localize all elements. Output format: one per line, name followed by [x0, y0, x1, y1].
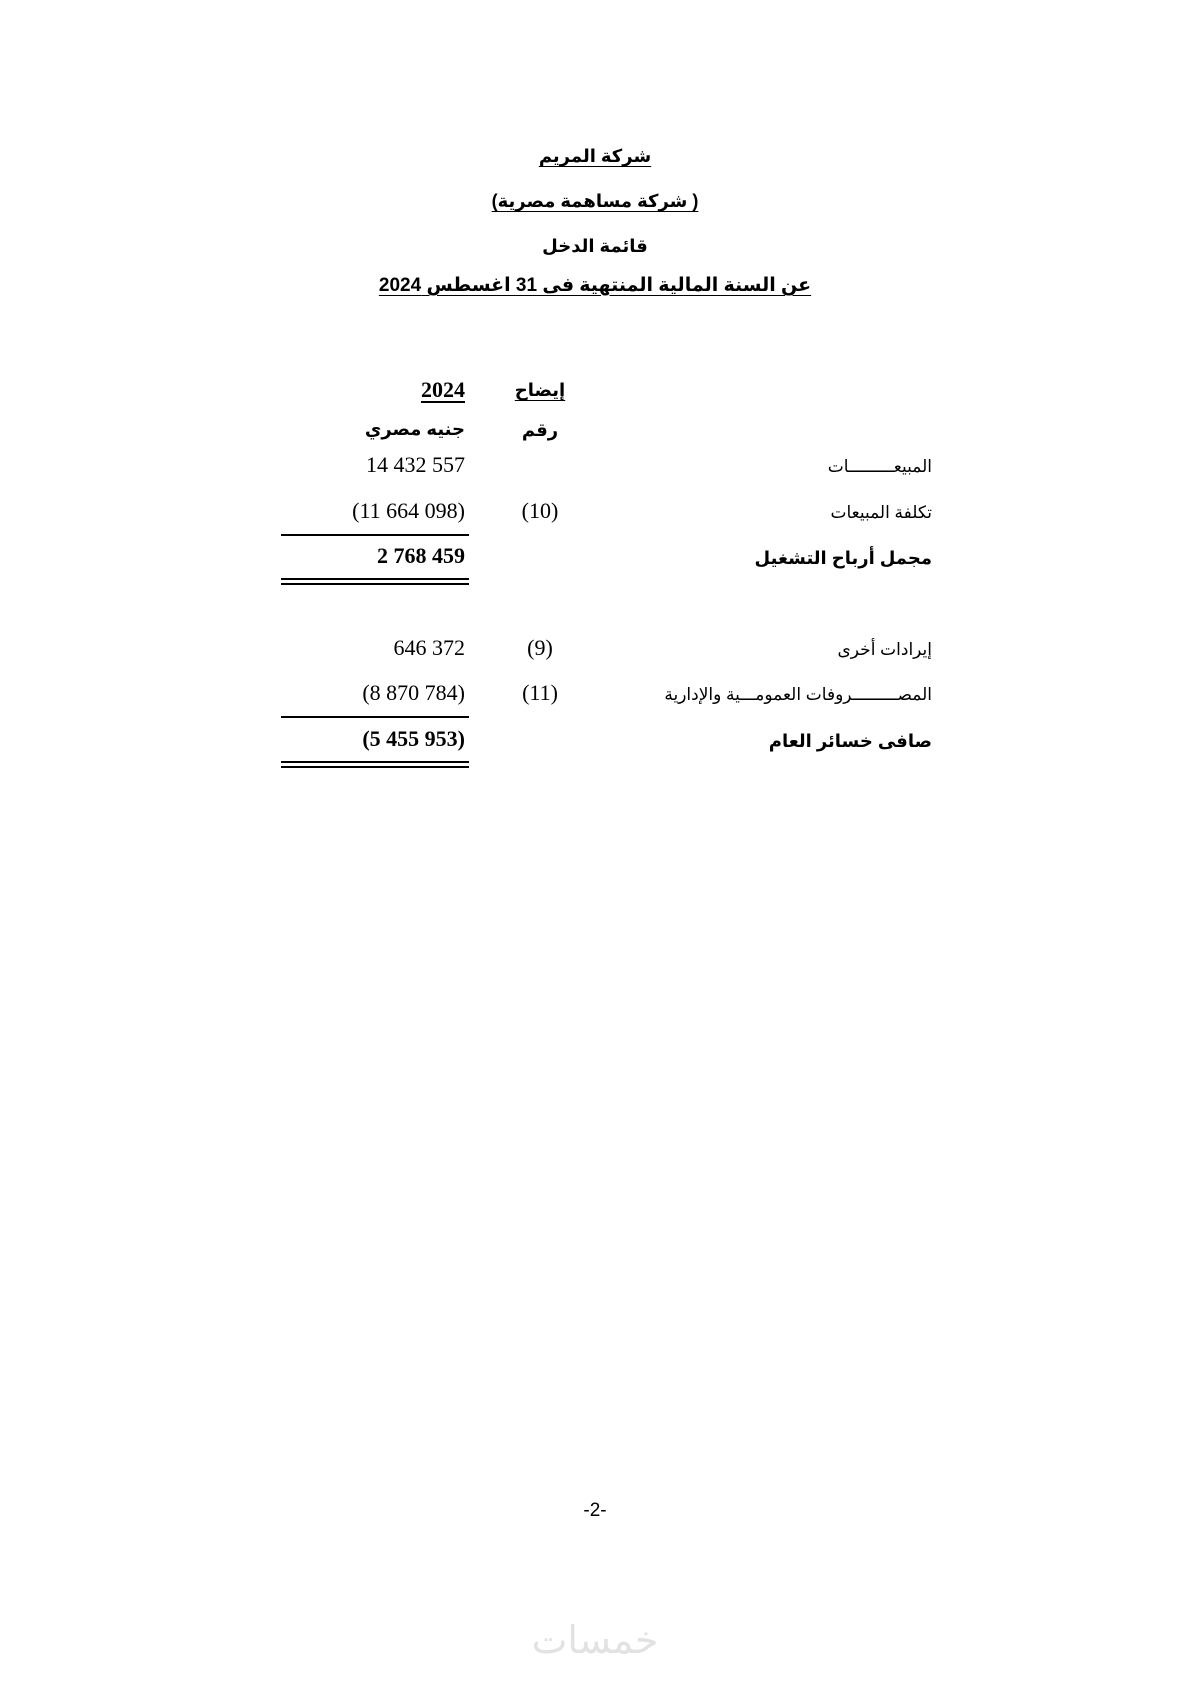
row-amount-sales: 14 432 557 — [366, 452, 465, 477]
row-amount-other-revenues: 646 372 — [393, 635, 465, 660]
row-amount-cost-of-sales: (11 664 098) — [352, 498, 465, 523]
company-name: شركة المريم — [538, 146, 652, 166]
subtotal-rule — [281, 716, 469, 718]
row-note-cost-of-sales: (10) — [521, 498, 559, 523]
row-note-other-revenues: (9) — [527, 635, 553, 660]
year-column-header: 2024 — [421, 377, 465, 402]
note-column-subheader: رقم — [521, 420, 559, 440]
watermark-logo: خمسات — [531, 1618, 659, 1662]
row-label-gross-profit: مجمل أرباح التشغيل — [754, 548, 932, 568]
row-amount-general-admin-expenses: (8 870 784) — [362, 680, 465, 705]
currency-column-header: جنيه مصري — [364, 419, 465, 439]
total-double-rule — [281, 761, 469, 768]
note-column-header: إيضاح — [514, 380, 566, 400]
row-amount-net-loss: (5 455 953) — [362, 726, 465, 751]
subtotal-rule — [281, 534, 469, 536]
page-number: -2- — [583, 1500, 607, 1521]
row-note-general-admin-expenses: (11) — [522, 680, 558, 705]
row-label-general-admin-expenses: المصـــــــــروفات العمومـــية والإدارية — [664, 685, 932, 704]
row-label-sales: المبيعـــــــــات — [827, 457, 932, 476]
row-label-other-revenues: إيرادات أخرى — [837, 640, 932, 659]
row-label-cost-of-sales: تكلفة المبيعات — [830, 503, 932, 522]
total-double-rule — [281, 578, 469, 585]
company-type: ( شركة مساهمة مصرية) — [491, 191, 699, 211]
statement-title: قائمة الدخل — [542, 236, 648, 256]
row-label-net-loss: صافى خسائر العام — [768, 731, 932, 751]
row-amount-gross-profit: 2 768 459 — [377, 543, 465, 568]
period-title: عن السنة المالية المنتهية فى 31 اغسطس 2024 — [378, 275, 812, 296]
